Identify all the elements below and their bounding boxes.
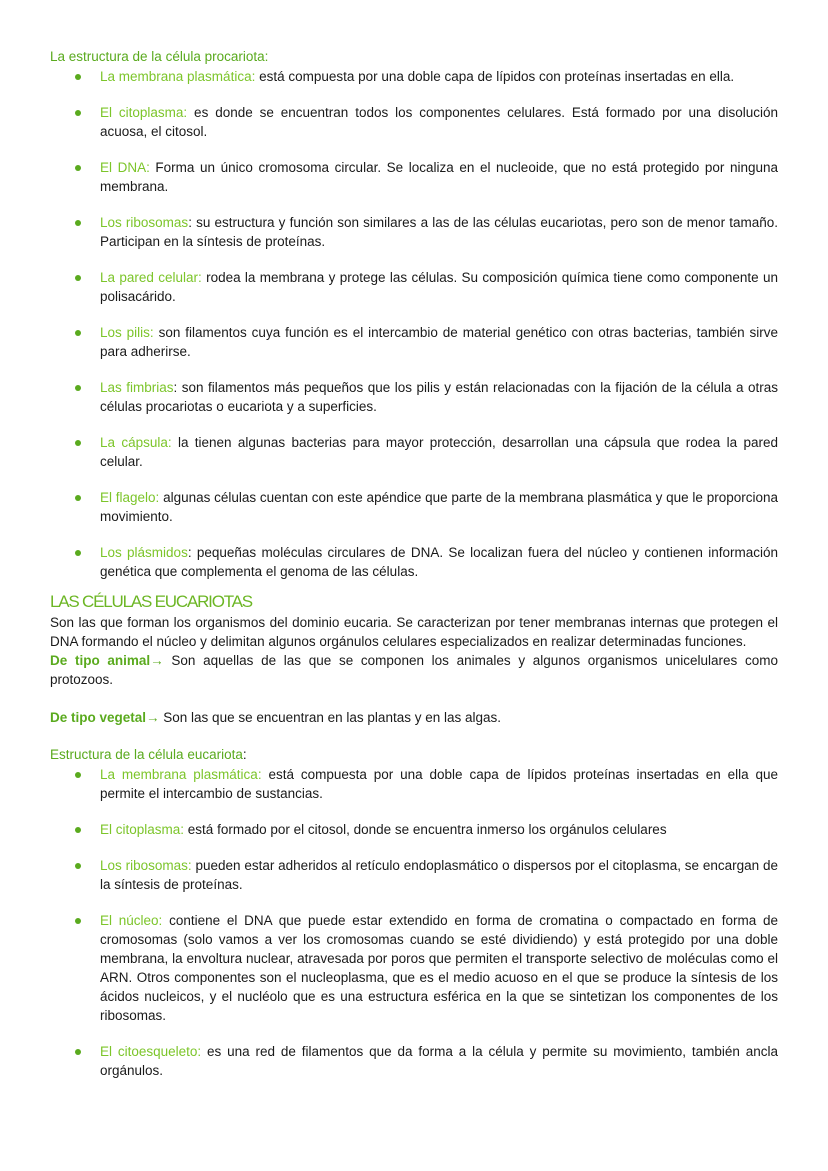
list-item-text: es una red de filamentos que da forma a la célula y permite su movimiento, también ancla orgánulos. bbox=[100, 1044, 778, 1078]
list-item bbox=[50, 911, 778, 1025]
list-item-text: contiene el DNA que puede estar extendido en forma de cromatina o compactado en forma de cromosomas (solo vamos a ver los cromosomas cuando se esté dividiendo) y está protegido por una doble membrana, la envoltura nuclear, atravesada por poros que permiten el transporte selectivo de moléculas como el ARN. Otros componentes son el nucleoplasma, que es el medio acuoso en el que se produce la síntesis de los ácidos nucleicos, y el nucléolo que es una estructura esférica en la que se sintetizan los componentes de los ribosomas. bbox=[100, 913, 778, 1023]
bullet-icon bbox=[75, 827, 81, 833]
list-item bbox=[50, 543, 778, 581]
list-item-text: : su estructura y función son similares a las de las células eucariotas, pero son de menor tamaño. Participan en la síntesis de proteínas. bbox=[100, 215, 778, 249]
list-item-text: : pequeñas moléculas circulares de DNA. Se localizan fuera del núcleo y contienen información genética que complementa el genoma de las células. bbox=[100, 545, 778, 579]
list-item bbox=[50, 765, 778, 803]
list-item-term: La cápsula: bbox=[100, 435, 172, 450]
animal-type-paragraph bbox=[50, 651, 778, 689]
list-item-text: está formado por el citosol, donde se encuentra inmerso los orgánulos celulares bbox=[184, 822, 667, 837]
list-item-text: la tienen algunas bacterias para mayor protección, desarrollan una cápsula que rodea la pared celular. bbox=[100, 435, 778, 469]
bullet-icon bbox=[75, 1049, 81, 1055]
vegetal-type-text: Son las que se encuentran en las plantas y en las algas. bbox=[159, 710, 502, 725]
bullet-icon bbox=[75, 74, 81, 80]
bullet-icon bbox=[75, 550, 81, 556]
eukaryote-list bbox=[50, 765, 778, 1080]
list-item-term: Los pilis: bbox=[100, 325, 154, 340]
arrow-right-icon: → bbox=[146, 710, 160, 725]
bullet-icon bbox=[75, 385, 81, 391]
list-item-text: es donde se encuentran todos los componentes celulares. Está formado por una disolución acuosa, el citosol. bbox=[100, 105, 778, 139]
list-item-term: El flagelo: bbox=[100, 490, 160, 505]
list-item-term: El citoesqueleto: bbox=[100, 1044, 202, 1059]
vegetal-type-paragraph bbox=[50, 708, 778, 727]
list-item bbox=[50, 103, 778, 141]
bullet-icon bbox=[75, 918, 81, 924]
list-item-text: Forma un único cromosoma circular. Se localiza en el nucleoide, que no está protegido por ninguna membrana. bbox=[100, 160, 778, 194]
bullet-icon bbox=[75, 220, 81, 226]
bullet-icon bbox=[75, 110, 81, 116]
bullet-icon bbox=[75, 330, 81, 336]
list-item-term: Los ribosomas: bbox=[100, 858, 192, 873]
list-item-term: Los plásmidos bbox=[100, 545, 188, 560]
list-item bbox=[50, 433, 778, 471]
list-item-term: La membrana plasmática: bbox=[100, 767, 262, 782]
list-item bbox=[50, 820, 778, 839]
list-item-term: El núcleo: bbox=[100, 913, 163, 928]
list-item-term: El citoplasma: bbox=[100, 105, 188, 120]
list-item-term: La membrana plasmática: bbox=[100, 69, 256, 84]
animal-type-label: De tipo animal bbox=[50, 653, 151, 668]
list-item bbox=[50, 856, 778, 894]
bullet-icon bbox=[75, 495, 81, 501]
list-item-term: La pared celular: bbox=[100, 270, 202, 285]
arrow-right-icon: → bbox=[150, 653, 164, 668]
list-item bbox=[50, 378, 778, 416]
prokaryote-list bbox=[50, 67, 778, 581]
eukaryote-structure-heading-text: Estructura de la célula eucariota bbox=[50, 747, 243, 762]
list-item-term: El DNA: bbox=[100, 160, 150, 175]
list-item bbox=[50, 213, 778, 251]
prokaryote-heading: La estructura de la célula procariota: bbox=[50, 49, 269, 64]
list-item bbox=[50, 1042, 778, 1080]
list-item-text: son filamentos cuya función es el intercambio de material genético con otras bacterias, también sirve para adherirse. bbox=[100, 325, 779, 359]
section-title: LAS CÉLULAS EUCARIOTAS bbox=[50, 592, 252, 611]
bullet-icon bbox=[75, 440, 81, 446]
list-item bbox=[50, 268, 778, 306]
eukaryote-structure-heading bbox=[50, 746, 778, 764]
list-item-term: El citoplasma: bbox=[100, 822, 185, 837]
list-item-text: está compuesta por una doble capa de lípidos proteínas insertadas en ella que permite el intercambio de sustancias. bbox=[100, 767, 778, 801]
list-item bbox=[50, 67, 778, 86]
eukaryote-intro: Son las que forman los organismos del dominio eucaria. Se caracterizan por tener membranas internas que protegen el DNA formando el núcleo y delimitan algunos orgánulos celulares especializados en realizar determinadas funciones. bbox=[50, 615, 778, 649]
list-item-term: Los ribosomas bbox=[100, 215, 189, 230]
animal-type-text: Son aquellas de las que se componen los animales y algunos organismos unicelulares como protozoos. bbox=[50, 653, 779, 687]
bullet-icon bbox=[75, 165, 81, 171]
bullet-icon bbox=[75, 275, 81, 281]
vegetal-type-label: De tipo vegetal bbox=[50, 710, 147, 725]
list-item-text: pueden estar adheridos al retículo endoplasmático o dispersos por el citoplasma, se encargan de la síntesis de proteínas. bbox=[100, 858, 778, 892]
list-item-text: está compuesta por una doble capa de lípidos con proteínas insertadas en ella. bbox=[255, 69, 735, 84]
list-item bbox=[50, 158, 778, 196]
list-item-text: : son filamentos más pequeños que los pilis y están relacionadas con la fijación de la célula a otras células procariotas o eucariota y a superficies. bbox=[100, 380, 779, 414]
bullet-icon bbox=[75, 863, 81, 869]
list-item bbox=[50, 323, 778, 361]
list-item-text: rodea la membrana y protege las células. Su composición química tiene como componente un polisacárido. bbox=[100, 270, 778, 304]
heading-colon: : bbox=[242, 747, 247, 762]
list-item-text: algunas células cuentan con este apéndice que parte de la membrana plasmática y que le proporciona movimiento. bbox=[100, 490, 778, 524]
list-item bbox=[50, 488, 778, 526]
bullet-icon bbox=[75, 772, 81, 778]
list-item-term: Las fimbrias bbox=[100, 380, 174, 395]
